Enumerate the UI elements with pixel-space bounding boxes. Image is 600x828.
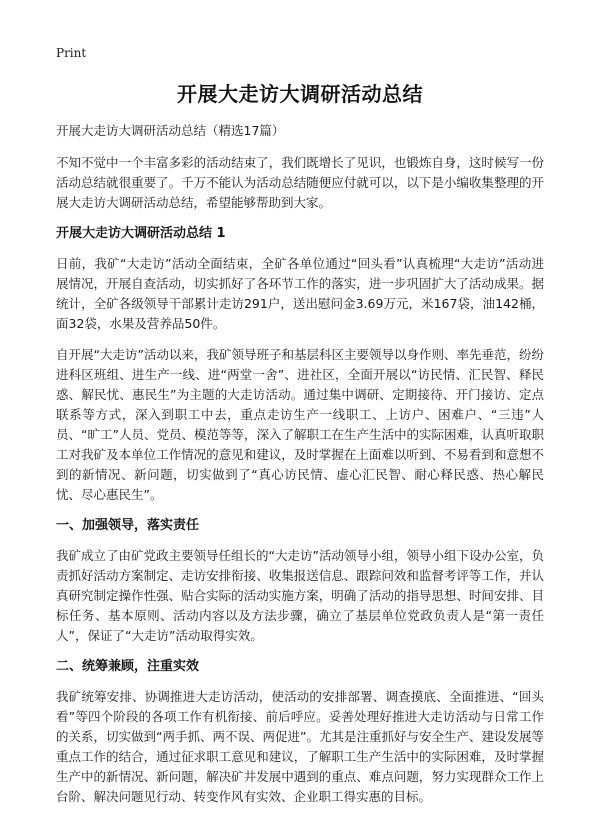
intro-paragraph: 不知不觉中一个丰富多彩的活动结束了，我们既增长了见识，也锻炼自身，这时候写一份活动总结就很重要了。千万不能认为活动总结随便应付就可以，以下是小编收集整理的开展大走访大调研活动总结，希望能够帮助到大家。	[56, 155, 544, 210]
section-heading-1: 开展大走访大调研活动总结 1	[56, 226, 226, 241]
paragraph-3: 我矿成立了由矿党政主要领导任组长的“大走访”活动领导小组，领导小组下设办公室，负责抓好活动方案制定、走访安排衔接、收集报送信息、跟踪问效和监督考评等工作，并认真研究制定操作性强、贴合实际的活动实施方案，明确了活动的指导思想、时间安排、目标任务、基本原则、活动内容以及方法步骤，确立了基层单位党政负责人是“第一责任人”，保证了“大走访”活动取得实效。	[56, 548, 544, 643]
document-title: 开展大走访大调研活动总结	[177, 82, 423, 106]
paragraph-2: 自开展“大走访”活动以来，我矿领导班子和基层科区主要领导以身作则、率先垂范，纷纷进科区班组、进生产一线、进“两堂一舍”、进社区，全面开展以“访民情、汇民智、释民惑、解民忧、惠民生”为主题的大走访活动。通过集中调研、定期接待、开门接访、定点联系等方式，深入到职工中去，重点走访生产一线职工、上访户、困难户、“三违”人员、“旷工”人员、党员、模范等等，深入了解职工在生产生活中的实际困难，认真听取职工对我矿及本单位工作情况的意见和建议，及时掌握在上面难以听到、不易看到和意想不到的新情况、新问题，切实做到了“真心访民情、虚心汇民智、耐心释民惑、热心解民忧、尽心惠民生”。	[56, 347, 544, 502]
paragraph-1: 日前，我矿“大走访”活动全面结束，全矿各单位通过“回头看”认真梳理“大走访”活动进展情况，开展自查活动，切实抓好了各环节工作的落实，进一步巩固扩大了活动成果。据统计，全矿各级领导干部累计走访291户，送出慰问金3.69万元，米167袋，油142桶，面32袋，水果及营养品50件。	[56, 256, 544, 331]
document-subtitle: 开展大走访大调研活动总结（精选17篇）	[56, 123, 285, 138]
paragraph-4: 我矿统筹安排、协调推进大走访活动，使活动的安排部署、调查摸底、全面推进、“回头看”等四个阶段的各项工作有机衔接、前后呼应。妥善处理好推进大走访活动与日常工作的关系，切实做到“两手抓、两不误、两促进”。尤其是注重抓好与安全生产、建设发展等重点工作的结合，通过征求职工意见和建议，了解职工生产生活中的实际困难，及时掌握生产中的新情况、新问题，解决矿井发展中遇到的重点、难点问题，努力实现群众工作上台阶、解决问题见行动、转变作风有实效、企业职工得实惠的目标。	[56, 689, 544, 804]
subheading-leadership: 一、加强领导，落实责任	[56, 518, 200, 533]
document-body	[56, 78, 544, 818]
subheading-coordination: 二、统筹兼顾，注重实效	[56, 659, 200, 674]
print-link[interactable]: Print	[56, 46, 87, 60]
